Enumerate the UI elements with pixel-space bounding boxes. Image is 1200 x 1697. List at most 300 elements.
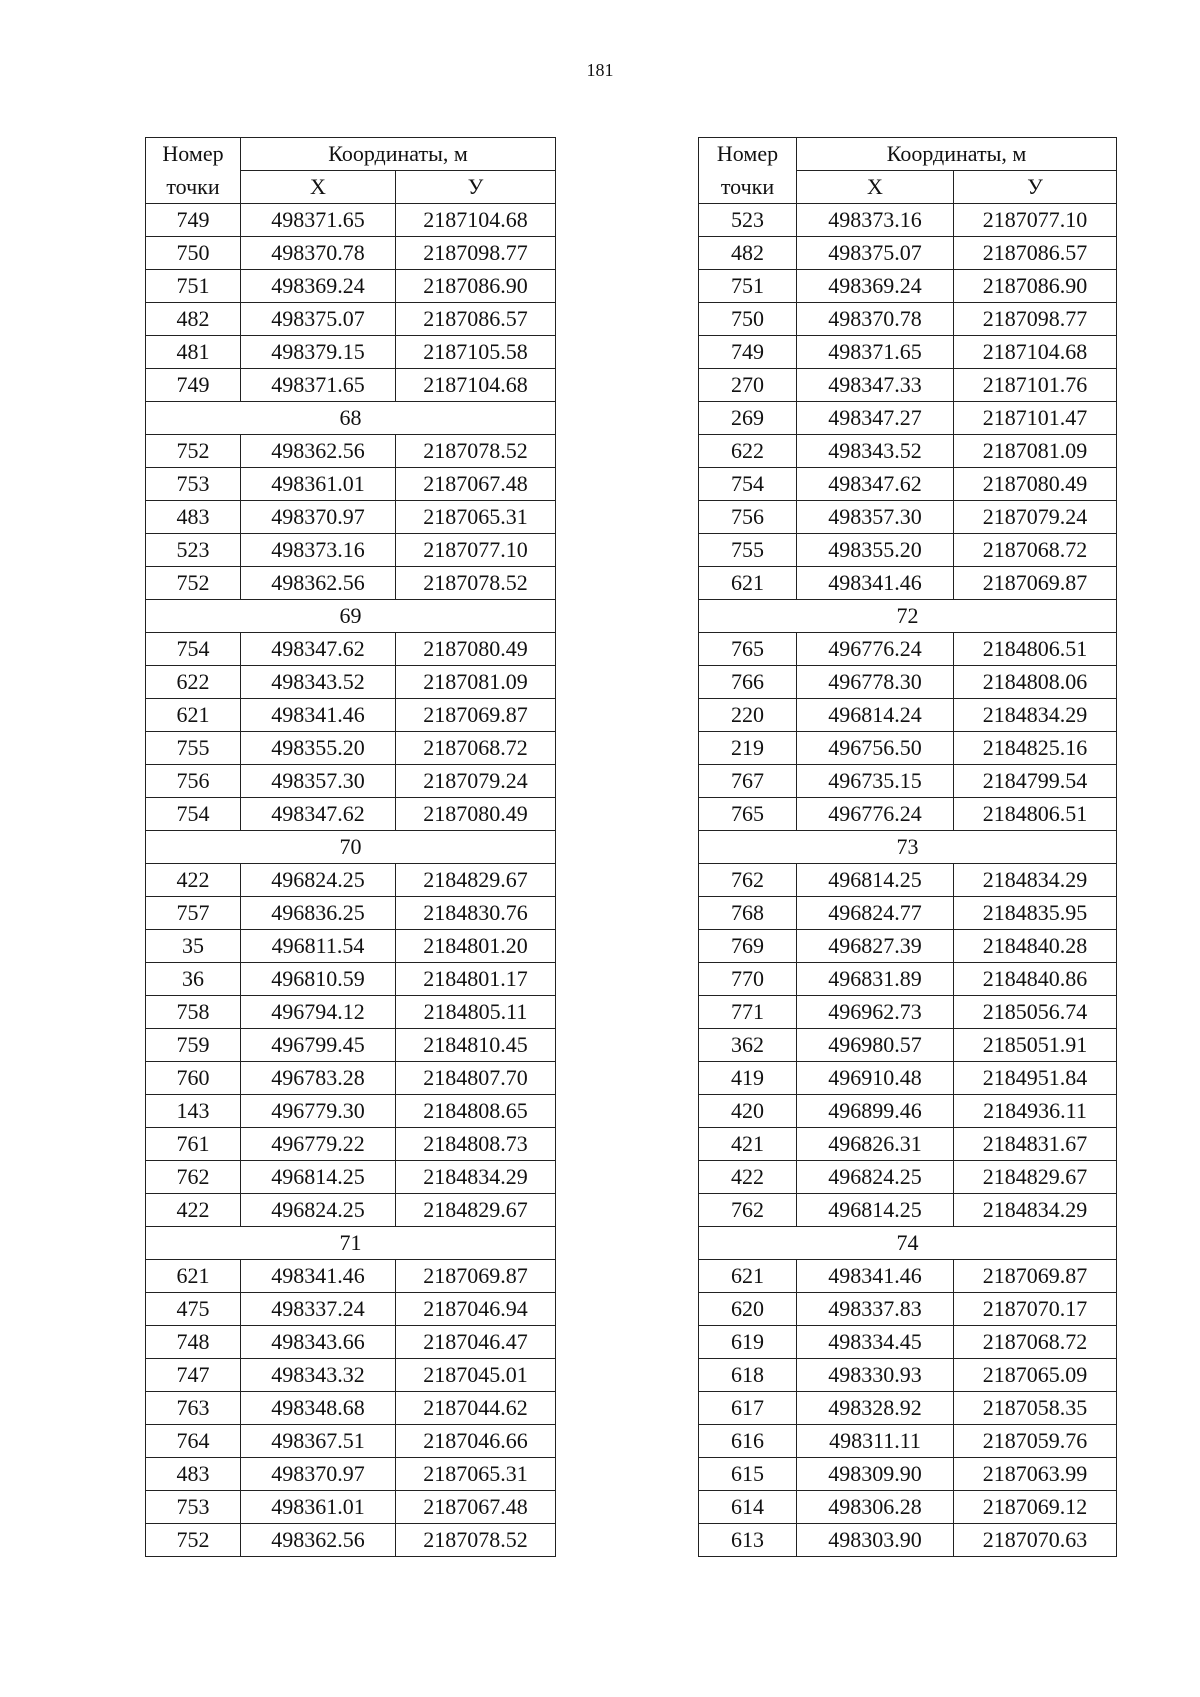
point-number-cell: 483 [146, 501, 241, 534]
x-coordinate-cell: 498330.93 [797, 1359, 954, 1392]
point-number-cell: 762 [699, 864, 797, 897]
x-coordinate-cell: 498311.11 [797, 1425, 954, 1458]
table-row [146, 930, 556, 963]
header-number-top: Номер [146, 138, 241, 171]
y-coordinate-cell: 2184834.29 [954, 864, 1117, 897]
header-x: Х [797, 171, 954, 204]
section-label: 73 [699, 831, 1117, 864]
point-number-cell: 751 [146, 270, 241, 303]
point-number-cell: 615 [699, 1458, 797, 1491]
point-number-cell: 621 [146, 699, 241, 732]
point-number-cell: 621 [699, 567, 797, 600]
header-y: У [396, 171, 556, 204]
x-coordinate-cell: 498341.46 [797, 1260, 954, 1293]
y-coordinate-cell: 2187069.87 [954, 1260, 1117, 1293]
y-coordinate-cell: 2184829.67 [954, 1161, 1117, 1194]
table-row [699, 864, 1117, 897]
point-number-cell: 769 [699, 930, 797, 963]
table-row [146, 897, 556, 930]
point-number-cell: 747 [146, 1359, 241, 1392]
x-coordinate-cell: 498367.51 [241, 1425, 396, 1458]
point-number-cell: 220 [699, 699, 797, 732]
x-coordinate-cell: 498341.46 [241, 699, 396, 732]
x-coordinate-cell: 496814.24 [797, 699, 954, 732]
y-coordinate-cell: 2184808.73 [396, 1128, 556, 1161]
point-number-cell: 765 [699, 798, 797, 831]
point-number-cell: 750 [699, 303, 797, 336]
y-coordinate-cell: 2187065.09 [954, 1359, 1117, 1392]
x-coordinate-cell: 498371.65 [241, 369, 396, 402]
y-coordinate-cell: 2184806.51 [954, 633, 1117, 666]
point-number-cell: 483 [146, 1458, 241, 1491]
table-row [699, 1194, 1117, 1227]
x-coordinate-cell: 498343.32 [241, 1359, 396, 1392]
table-row [699, 963, 1117, 996]
x-coordinate-cell: 498341.46 [797, 567, 954, 600]
x-coordinate-cell: 498303.90 [797, 1524, 954, 1557]
y-coordinate-cell: 2187069.87 [396, 1260, 556, 1293]
y-coordinate-cell: 2187104.68 [396, 204, 556, 237]
table-row [146, 864, 556, 897]
table-row [699, 435, 1117, 468]
y-coordinate-cell: 2184840.86 [954, 963, 1117, 996]
table-row [146, 1194, 556, 1227]
y-coordinate-cell: 2184936.11 [954, 1095, 1117, 1128]
point-number-cell: 36 [146, 963, 241, 996]
table-row [699, 270, 1117, 303]
x-coordinate-cell: 498362.56 [241, 435, 396, 468]
table-row [699, 1260, 1117, 1293]
point-number-cell: 748 [146, 1326, 241, 1359]
y-coordinate-cell: 2187101.47 [954, 402, 1117, 435]
y-coordinate-cell: 2187078.52 [396, 1524, 556, 1557]
table-row [146, 468, 556, 501]
point-number-cell: 419 [699, 1062, 797, 1095]
x-coordinate-cell: 498343.52 [241, 666, 396, 699]
table-row [146, 1392, 556, 1425]
y-coordinate-cell: 2187067.48 [396, 1491, 556, 1524]
table-row [699, 1524, 1117, 1557]
table-row [146, 204, 556, 237]
section-label: 71 [146, 1227, 556, 1260]
y-coordinate-cell: 2187078.52 [396, 435, 556, 468]
table-row [699, 1359, 1117, 1392]
point-number-cell: 753 [146, 468, 241, 501]
x-coordinate-cell: 496776.24 [797, 633, 954, 666]
x-coordinate-cell: 496756.50 [797, 732, 954, 765]
x-coordinate-cell: 496814.25 [797, 1194, 954, 1227]
x-coordinate-cell: 498328.92 [797, 1392, 954, 1425]
x-coordinate-cell: 496826.31 [797, 1128, 954, 1161]
y-coordinate-cell: 2184834.29 [954, 699, 1117, 732]
x-coordinate-cell: 498334.45 [797, 1326, 954, 1359]
y-coordinate-cell: 2184831.67 [954, 1128, 1117, 1161]
point-number-cell: 752 [146, 567, 241, 600]
point-number-cell: 620 [699, 1293, 797, 1326]
x-coordinate-cell: 498370.78 [241, 237, 396, 270]
point-number-cell: 482 [699, 237, 797, 270]
point-number-cell: 754 [699, 468, 797, 501]
table-row [699, 1062, 1117, 1095]
point-number-cell: 762 [146, 1161, 241, 1194]
y-coordinate-cell: 2187098.77 [954, 303, 1117, 336]
x-coordinate-cell: 498362.56 [241, 567, 396, 600]
y-coordinate-cell: 2187068.72 [954, 534, 1117, 567]
x-coordinate-cell: 498347.33 [797, 369, 954, 402]
point-number-cell: 754 [146, 633, 241, 666]
table-row [699, 204, 1117, 237]
y-coordinate-cell: 2184808.06 [954, 666, 1117, 699]
x-coordinate-cell: 496980.57 [797, 1029, 954, 1062]
y-coordinate-cell: 2187046.94 [396, 1293, 556, 1326]
x-coordinate-cell: 496778.30 [797, 666, 954, 699]
point-number-cell: 362 [699, 1029, 797, 1062]
y-coordinate-cell: 2184825.16 [954, 732, 1117, 765]
y-coordinate-cell: 2184806.51 [954, 798, 1117, 831]
table-row [146, 567, 556, 600]
y-coordinate-cell: 2184830.76 [396, 897, 556, 930]
y-coordinate-cell: 2187070.17 [954, 1293, 1117, 1326]
y-coordinate-cell: 2187065.31 [396, 1458, 556, 1491]
x-coordinate-cell: 498361.01 [241, 1491, 396, 1524]
point-number-cell: 756 [699, 501, 797, 534]
section-label: 68 [146, 402, 556, 435]
y-coordinate-cell: 2184805.11 [396, 996, 556, 1029]
table-row [699, 402, 1117, 435]
point-number-cell: 421 [699, 1128, 797, 1161]
point-number-cell: 523 [146, 534, 241, 567]
table-row [146, 1293, 556, 1326]
table-row [699, 534, 1117, 567]
table-row [146, 336, 556, 369]
point-number-cell: 758 [146, 996, 241, 1029]
table-row [146, 1524, 556, 1557]
section-row [699, 600, 1117, 633]
table-row [146, 666, 556, 699]
y-coordinate-cell: 2184840.28 [954, 930, 1117, 963]
section-label: 69 [146, 600, 556, 633]
table-row [146, 963, 556, 996]
x-coordinate-cell: 496794.12 [241, 996, 396, 1029]
section-row [146, 1227, 556, 1260]
table-row [146, 732, 556, 765]
table-row [146, 501, 556, 534]
point-number-cell: 754 [146, 798, 241, 831]
table-row [146, 1359, 556, 1392]
point-number-cell: 765 [699, 633, 797, 666]
table-row [146, 303, 556, 336]
section-label: 70 [146, 831, 556, 864]
x-coordinate-cell: 498348.68 [241, 1392, 396, 1425]
x-coordinate-cell: 496776.24 [797, 798, 954, 831]
table-row [146, 1458, 556, 1491]
y-coordinate-cell: 2187045.01 [396, 1359, 556, 1392]
table-row [146, 996, 556, 1029]
point-number-cell: 755 [146, 732, 241, 765]
point-number-cell: 35 [146, 930, 241, 963]
y-coordinate-cell: 2187068.72 [396, 732, 556, 765]
x-coordinate-cell: 496836.25 [241, 897, 396, 930]
x-coordinate-cell: 498371.65 [797, 336, 954, 369]
y-coordinate-cell: 2187079.24 [396, 765, 556, 798]
y-coordinate-cell: 2184807.70 [396, 1062, 556, 1095]
table-row [146, 1491, 556, 1524]
x-coordinate-cell: 498343.66 [241, 1326, 396, 1359]
point-number-cell: 270 [699, 369, 797, 402]
table-row [699, 765, 1117, 798]
y-coordinate-cell: 2187086.57 [396, 303, 556, 336]
x-coordinate-cell: 496824.77 [797, 897, 954, 930]
x-coordinate-cell: 498370.97 [241, 501, 396, 534]
table-row [699, 237, 1117, 270]
table-row [146, 237, 556, 270]
point-number-cell: 481 [146, 336, 241, 369]
table-row [699, 1425, 1117, 1458]
table-row [146, 633, 556, 666]
y-coordinate-cell: 2187046.66 [396, 1425, 556, 1458]
table-row [146, 270, 556, 303]
point-number-cell: 767 [699, 765, 797, 798]
x-coordinate-cell: 498355.20 [241, 732, 396, 765]
y-coordinate-cell: 2184801.20 [396, 930, 556, 963]
y-coordinate-cell: 2187086.57 [954, 237, 1117, 270]
point-number-cell: 757 [146, 897, 241, 930]
y-coordinate-cell: 2187080.49 [396, 798, 556, 831]
table-row [699, 732, 1117, 765]
table-row [699, 666, 1117, 699]
point-number-cell: 422 [146, 864, 241, 897]
point-number-cell: 749 [146, 204, 241, 237]
table-row [699, 1095, 1117, 1128]
table-row [699, 1293, 1117, 1326]
x-coordinate-cell: 496831.89 [797, 963, 954, 996]
y-coordinate-cell: 2187069.12 [954, 1491, 1117, 1524]
x-coordinate-cell: 498373.16 [241, 534, 396, 567]
header-number-bottom: точки [146, 171, 241, 204]
table-body-right [699, 204, 1117, 1557]
section-row [146, 831, 556, 864]
point-number-cell: 752 [146, 1524, 241, 1557]
x-coordinate-cell: 498347.62 [797, 468, 954, 501]
x-coordinate-cell: 498341.46 [241, 1260, 396, 1293]
point-number-cell: 751 [699, 270, 797, 303]
y-coordinate-cell: 2187086.90 [396, 270, 556, 303]
x-coordinate-cell: 496810.59 [241, 963, 396, 996]
table-row [699, 1326, 1117, 1359]
y-coordinate-cell: 2184834.29 [396, 1161, 556, 1194]
table-row [699, 699, 1117, 732]
point-number-cell: 771 [699, 996, 797, 1029]
table-row [699, 1392, 1117, 1425]
x-coordinate-cell: 496962.73 [797, 996, 954, 1029]
point-number-cell: 752 [146, 435, 241, 468]
coordinates-table-left [145, 137, 556, 1557]
point-number-cell: 622 [699, 435, 797, 468]
y-coordinate-cell: 2187069.87 [954, 567, 1117, 600]
table-row [146, 1062, 556, 1095]
section-row [699, 831, 1117, 864]
section-label: 74 [699, 1227, 1117, 1260]
y-coordinate-cell: 2187077.10 [396, 534, 556, 567]
point-number-cell: 762 [699, 1194, 797, 1227]
table-row [699, 930, 1117, 963]
y-coordinate-cell: 2187086.90 [954, 270, 1117, 303]
point-number-cell: 766 [699, 666, 797, 699]
y-coordinate-cell: 2187104.68 [954, 336, 1117, 369]
x-coordinate-cell: 496735.15 [797, 765, 954, 798]
section-label: 72 [699, 600, 1117, 633]
x-coordinate-cell: 498369.24 [797, 270, 954, 303]
x-coordinate-cell: 496824.25 [241, 1194, 396, 1227]
x-coordinate-cell: 496824.25 [241, 864, 396, 897]
x-coordinate-cell: 498373.16 [797, 204, 954, 237]
y-coordinate-cell: 2187044.62 [396, 1392, 556, 1425]
x-coordinate-cell: 498347.27 [797, 402, 954, 435]
table-row [146, 1128, 556, 1161]
x-coordinate-cell: 498355.20 [797, 534, 954, 567]
y-coordinate-cell: 2184799.54 [954, 765, 1117, 798]
table-row [699, 897, 1117, 930]
x-coordinate-cell: 496910.48 [797, 1062, 954, 1095]
point-number-cell: 618 [699, 1359, 797, 1392]
table-row [146, 1029, 556, 1062]
y-coordinate-cell: 2187069.87 [396, 699, 556, 732]
table-row [699, 567, 1117, 600]
point-number-cell: 621 [146, 1260, 241, 1293]
y-coordinate-cell: 2184835.95 [954, 897, 1117, 930]
point-number-cell: 143 [146, 1095, 241, 1128]
y-coordinate-cell: 2187065.31 [396, 501, 556, 534]
y-coordinate-cell: 2187070.63 [954, 1524, 1117, 1557]
x-coordinate-cell: 496814.25 [797, 864, 954, 897]
y-coordinate-cell: 2184829.67 [396, 864, 556, 897]
y-coordinate-cell: 2185056.74 [954, 996, 1117, 1029]
point-number-cell: 614 [699, 1491, 797, 1524]
table-row [699, 369, 1117, 402]
point-number-cell: 422 [146, 1194, 241, 1227]
x-coordinate-cell: 496814.25 [241, 1161, 396, 1194]
point-number-cell: 759 [146, 1029, 241, 1062]
table-row [146, 1095, 556, 1128]
x-coordinate-cell: 498369.24 [241, 270, 396, 303]
y-coordinate-cell: 2184829.67 [396, 1194, 556, 1227]
table-row [699, 798, 1117, 831]
table-row [146, 1161, 556, 1194]
y-coordinate-cell: 2184810.45 [396, 1029, 556, 1062]
table-row [146, 369, 556, 402]
point-number-cell: 761 [146, 1128, 241, 1161]
point-number-cell: 422 [699, 1161, 797, 1194]
table-row [146, 699, 556, 732]
table-row [699, 1161, 1117, 1194]
x-coordinate-cell: 498375.07 [241, 303, 396, 336]
table-row [146, 798, 556, 831]
y-coordinate-cell: 2187080.49 [396, 633, 556, 666]
y-coordinate-cell: 2187098.77 [396, 237, 556, 270]
y-coordinate-cell: 2187081.09 [396, 666, 556, 699]
x-coordinate-cell: 496827.39 [797, 930, 954, 963]
y-coordinate-cell: 2187063.99 [954, 1458, 1117, 1491]
x-coordinate-cell: 496899.46 [797, 1095, 954, 1128]
x-coordinate-cell: 498347.62 [241, 633, 396, 666]
x-coordinate-cell: 498370.97 [241, 1458, 396, 1491]
y-coordinate-cell: 2184834.29 [954, 1194, 1117, 1227]
y-coordinate-cell: 2187078.52 [396, 567, 556, 600]
section-row [146, 600, 556, 633]
x-coordinate-cell: 498362.56 [241, 1524, 396, 1557]
table-row [699, 1128, 1117, 1161]
table-row [699, 501, 1117, 534]
y-coordinate-cell: 2185051.91 [954, 1029, 1117, 1062]
x-coordinate-cell: 498361.01 [241, 468, 396, 501]
y-coordinate-cell: 2187101.76 [954, 369, 1117, 402]
point-number-cell: 619 [699, 1326, 797, 1359]
point-number-cell: 749 [699, 336, 797, 369]
header-number-bottom: точки [699, 171, 797, 204]
table-row [699, 303, 1117, 336]
point-number-cell: 760 [146, 1062, 241, 1095]
table-row [699, 1458, 1117, 1491]
table-row [699, 633, 1117, 666]
point-number-cell: 755 [699, 534, 797, 567]
point-number-cell: 482 [146, 303, 241, 336]
table-row [699, 996, 1117, 1029]
x-coordinate-cell: 496811.54 [241, 930, 396, 963]
y-coordinate-cell: 2187079.24 [954, 501, 1117, 534]
x-coordinate-cell: 498306.28 [797, 1491, 954, 1524]
table-row [699, 468, 1117, 501]
section-row [146, 402, 556, 435]
header-coordinates: Координаты, м [797, 138, 1117, 171]
point-number-cell: 749 [146, 369, 241, 402]
y-coordinate-cell: 2187059.76 [954, 1425, 1117, 1458]
point-number-cell: 420 [699, 1095, 797, 1128]
point-number-cell: 269 [699, 402, 797, 435]
table-row [146, 534, 556, 567]
x-coordinate-cell: 496799.45 [241, 1029, 396, 1062]
point-number-cell: 621 [699, 1260, 797, 1293]
x-coordinate-cell: 498337.83 [797, 1293, 954, 1326]
y-coordinate-cell: 2187081.09 [954, 435, 1117, 468]
y-coordinate-cell: 2187080.49 [954, 468, 1117, 501]
y-coordinate-cell: 2187067.48 [396, 468, 556, 501]
y-coordinate-cell: 2187105.58 [396, 336, 556, 369]
point-number-cell: 617 [699, 1392, 797, 1425]
x-coordinate-cell: 498337.24 [241, 1293, 396, 1326]
y-coordinate-cell: 2187046.47 [396, 1326, 556, 1359]
header-number-top: Номер [699, 138, 797, 171]
x-coordinate-cell: 496779.22 [241, 1128, 396, 1161]
y-coordinate-cell: 2187077.10 [954, 204, 1117, 237]
x-coordinate-cell: 498370.78 [797, 303, 954, 336]
y-coordinate-cell: 2187058.35 [954, 1392, 1117, 1425]
header-coordinates: Координаты, м [241, 138, 556, 171]
x-coordinate-cell: 498309.90 [797, 1458, 954, 1491]
point-number-cell: 616 [699, 1425, 797, 1458]
table-row [699, 1491, 1117, 1524]
x-coordinate-cell: 498379.15 [241, 336, 396, 369]
y-coordinate-cell: 2187068.72 [954, 1326, 1117, 1359]
y-coordinate-cell: 2184801.17 [396, 963, 556, 996]
point-number-cell: 523 [699, 204, 797, 237]
y-coordinate-cell: 2184951.84 [954, 1062, 1117, 1095]
point-number-cell: 764 [146, 1425, 241, 1458]
point-number-cell: 622 [146, 666, 241, 699]
point-number-cell: 756 [146, 765, 241, 798]
x-coordinate-cell: 498357.30 [241, 765, 396, 798]
y-coordinate-cell: 2184808.65 [396, 1095, 556, 1128]
point-number-cell: 753 [146, 1491, 241, 1524]
